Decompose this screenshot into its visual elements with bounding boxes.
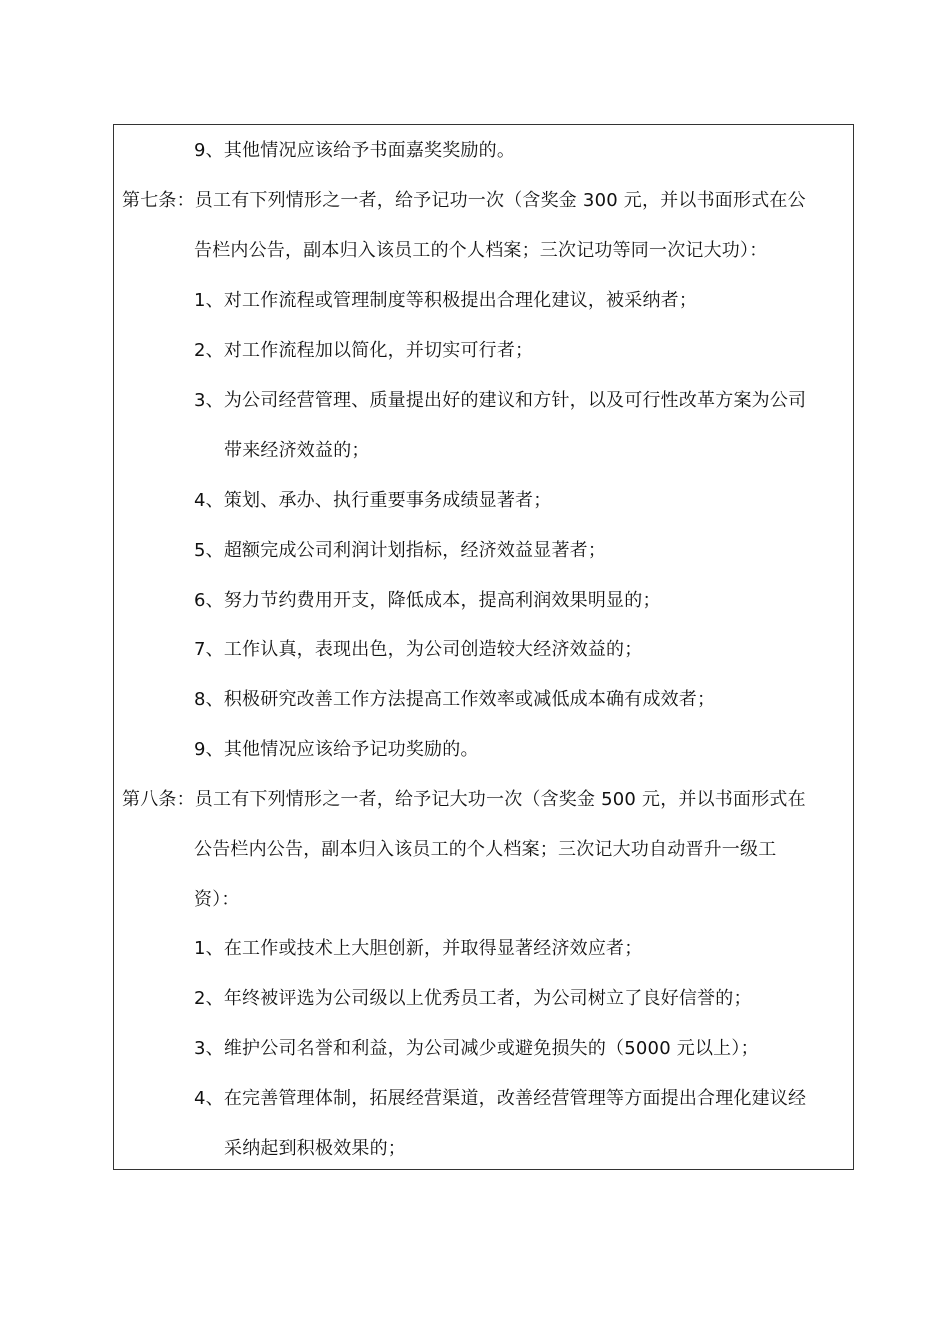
list-item: 3、为公司经营管理、质量提出好的建议和方针，以及可行性改革方案为公司 xyxy=(194,390,807,411)
text-line: 告栏内公告，副本归入该员工的个人档案；三次记功等同一次记大功）： xyxy=(194,240,768,261)
article-7-heading: 第七条：员工有下列情形之一者，给予记功一次（含奖金 300 元，并以书面形式在公 xyxy=(122,190,806,211)
text-line: 带来经济效益的； xyxy=(224,440,370,461)
list-item: 5、超额完成公司利润计划指标，经济效益显著者； xyxy=(194,540,607,561)
text-line: 采纳起到积极效果的； xyxy=(224,1138,406,1159)
list-item: 2、对工作流程加以简化，并切实可行者； xyxy=(194,340,534,361)
list-item: 7、工作认真，表现出色，为公司创造较大经济效益的； xyxy=(194,639,643,660)
text-line: 公告栏内公告，副本归入该员工的个人档案；三次记大功自动晋升一级工 xyxy=(194,839,777,860)
text-line: 资）： xyxy=(194,889,240,910)
list-item: 1、在工作或技术上大胆创新，并取得显著经济效应者； xyxy=(194,938,643,959)
list-item: 2、年终被评选为公司级以上优秀员工者，为公司树立了良好信誉的； xyxy=(194,988,752,1009)
list-item: 8、积极研究改善工作方法提高工作效率或减低成本确有成效者； xyxy=(194,689,716,710)
list-item: 6、努力节约费用开支，降低成本，提高利润效果明显的； xyxy=(194,590,661,611)
text-line: 9、其他情况应该给予书面嘉奖奖励的。 xyxy=(194,140,516,161)
list-item: 4、策划、承办、执行重要事务成绩显著者； xyxy=(194,490,552,511)
list-item: 3、维护公司名誉和利益，为公司减少或避免损失的（5000 元以上）； xyxy=(194,1038,759,1059)
list-item: 9、其他情况应该给予记功奖励的。 xyxy=(194,739,479,760)
list-item: 1、对工作流程或管理制度等积极提出合理化建议，被采纳者； xyxy=(194,290,698,311)
article-8-heading: 第八条：员工有下列情形之一者，给予记大功一次（含奖金 500 元，并以书面形式在 xyxy=(122,789,806,810)
list-item: 4、在完善管理体制，拓展经营渠道，改善经营管理等方面提出合理化建议经 xyxy=(194,1088,807,1109)
